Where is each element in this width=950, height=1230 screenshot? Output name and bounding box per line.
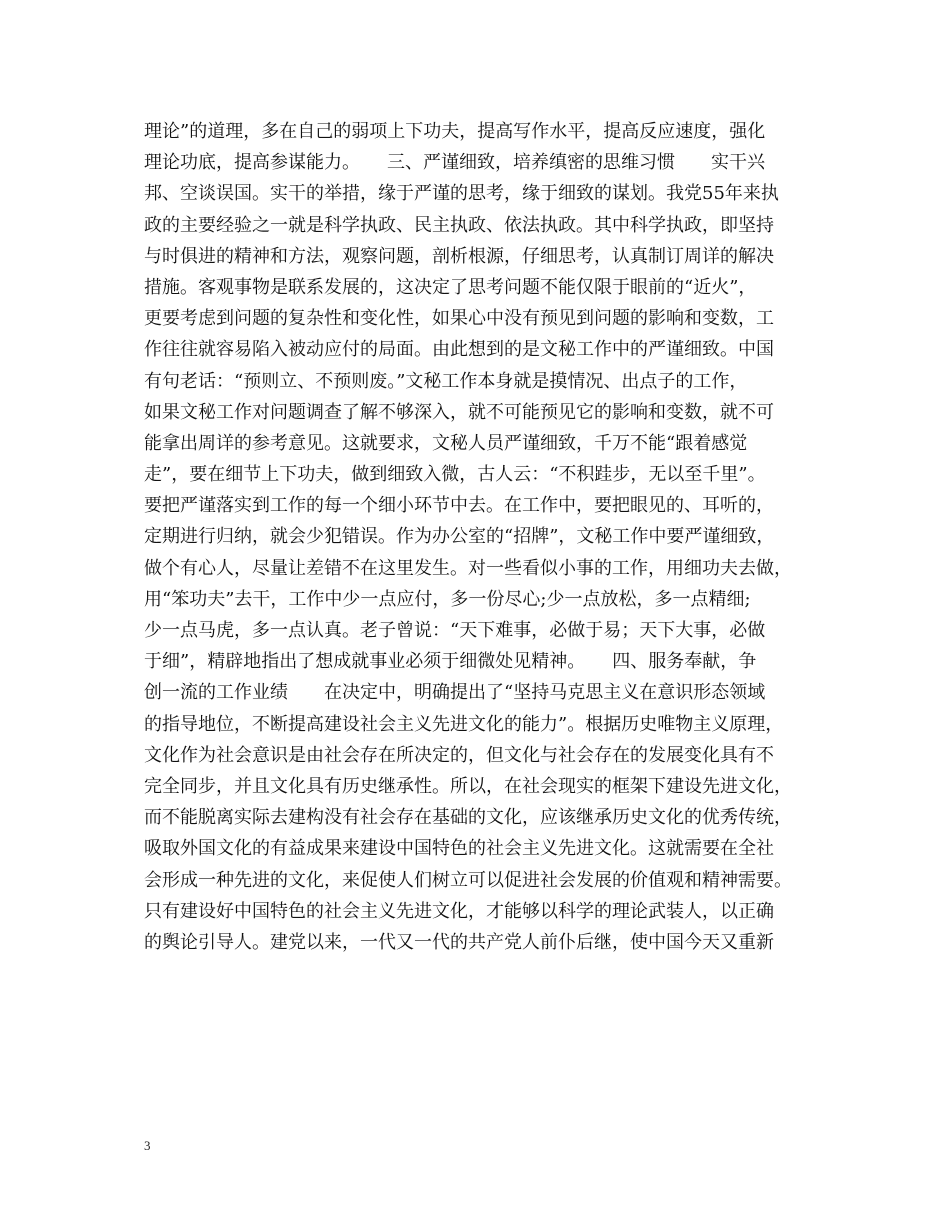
text-line: 的舆论引导人。建党以来，一代又一代的共产党人前仆后继，使中国今天又重新: [144, 931, 774, 953]
text-line: 的指导地位，不断提高建设社会主义先进文化的能力”。根据历史唯物主义原理，: [144, 713, 784, 735]
text-line: 有句老话：“预则立、不预则废。”文秘工作本身就是摸情况、出点子的工作，: [144, 370, 748, 392]
text-line: 会形成一种先进的文化，来促使人们树立可以促进社会发展的价值观和精神需要。: [144, 869, 792, 891]
text-line: 措施。客观事物是联系发展的，这决定了思考问题不能仅限于眼前的“近火”，: [144, 276, 757, 298]
document-body: [144, 116, 824, 958]
text-line: 与时俱进的精神和方法，观察问题，剖析根源，仔细思考，认真制订周详的解决: [144, 245, 774, 267]
text-line: 更要考虑到问题的复杂性和变化性，如果心中没有预见到问题的影响和变数，工: [144, 308, 774, 330]
text-line: 少一点马虎，多一点认真。老子曾说：“天下难事，必做于易；天下大事，必做: [144, 620, 766, 641]
page-number: 3: [144, 1138, 151, 1153]
text-line: 定期进行归纳，就会少犯错误。作为办公室的“招牌”，文秘工作中要严谨细致，: [144, 526, 775, 548]
text-line: 要把严谨落实到工作的每一个细小环节中去。在工作中，要把眼见的、耳听的，: [144, 495, 774, 517]
text-line: 做个有心人，尽量让差错不在这里发生。对一些看似小事的工作，用细功夫去做，: [144, 557, 792, 579]
text-line: 理论”的道理，多在自己的弱项上下功夫，提高写作水平，提高反应速度，强化: [144, 121, 766, 142]
text-line: 而不能脱离实际去建构没有社会存在基础的文化，应该继承历史文化的优秀传统，: [144, 807, 792, 829]
text-line: 政的主要经验之一就是科学执政、民主执政、依法执政。其中科学执政，即坚持: [144, 214, 774, 236]
text-line: 文化作为社会意识是由社会存在所决定的，但文化与社会存在的发展变化具有不: [144, 744, 774, 766]
text-line: 邦、空谈误国。实干的举措，缘于严谨的思考，缘于细致的谋划。我党55年来执: [144, 183, 779, 205]
text-line: 能拿出周详的参考意见。这就要求，文秘人员严谨细致，千万不能“跟着感觉: [144, 432, 748, 454]
text-line: 如果文秘工作对问题调查了解不够深入，就不可能预见它的影响和变数，就不可: [144, 401, 774, 423]
text-line: 用“笨功夫”去干，工作中少一点应付，多一份尽心;少一点放松，多一点精细;: [144, 588, 751, 610]
text-line: 作往往就容易陷入被动应付的局面。由此想到的是文秘工作中的严谨细致。中国: [144, 339, 774, 361]
text-line: 理论功底，提高参谋能力。 三、严谨细致，培养缜密的思维习惯 实干兴: [144, 152, 765, 174]
text-line: 只有建设好中国特色的社会主义先进文化，才能够以科学的理论武装人，以正确: [144, 900, 774, 922]
text-line: 完全同步，并且文化具有历史继承性。所以，在社会现实的框架下建设先进文化，: [144, 775, 792, 797]
text-line: 吸取外国文化的有益成果来建设中国特色的社会主义先进文化。这就需要在全社: [144, 838, 774, 860]
text-line: 于细”，精辟地指出了想成就事业必须于细微处见精神。 四、服务奉献，争: [144, 651, 757, 673]
text-line: 创一流的工作业绩 在决定中，明确提出了“坚持马克思主义在意识形态领域: [144, 682, 766, 704]
text-line: 走”，要在细节上下功夫，做到细致入微，古人云：“不积跬步，无以至千里”。: [144, 464, 766, 486]
